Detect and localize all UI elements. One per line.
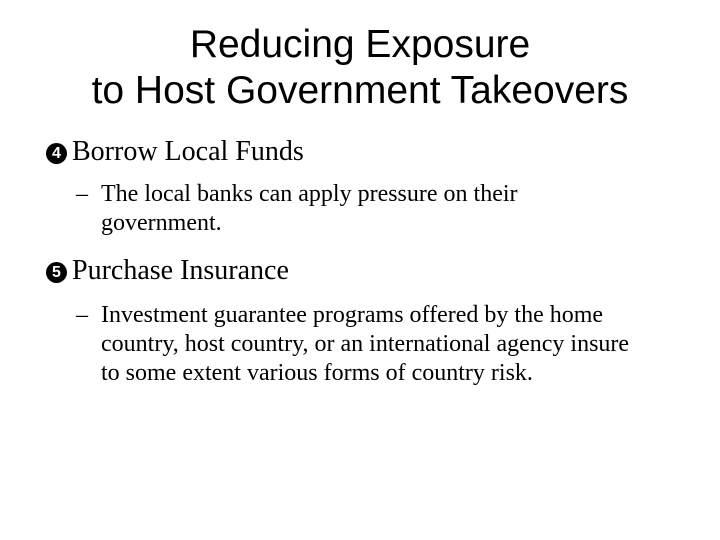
bullet-label: Borrow Local Funds [72,136,304,167]
sub-bullet-text: Investment guarantee programs offered by the home country, host country, or an international agency insure to some extent various forms of country risk. [101,302,630,386]
title-line-2: to Host Government Takeovers [91,69,629,112]
circled-number-five-icon: 5 [46,262,67,283]
sub-bullet-text: The local banks can apply pressure on their government. [101,181,518,236]
bullet-label: Purchase Insurance [72,255,289,286]
circled-number-four-icon: 4 [46,143,67,164]
title-line-1: Reducing Exposure [189,23,531,66]
dash-marker: – [76,302,88,328]
bullet-borrow-local-funds [46,136,304,168]
dash-marker: – [76,181,88,207]
bullet-purchase-insurance [46,255,289,287]
slide-title [0,22,720,114]
sub-bullet-local-banks [76,180,636,238]
sub-bullet-investment-guarantee [76,301,636,388]
